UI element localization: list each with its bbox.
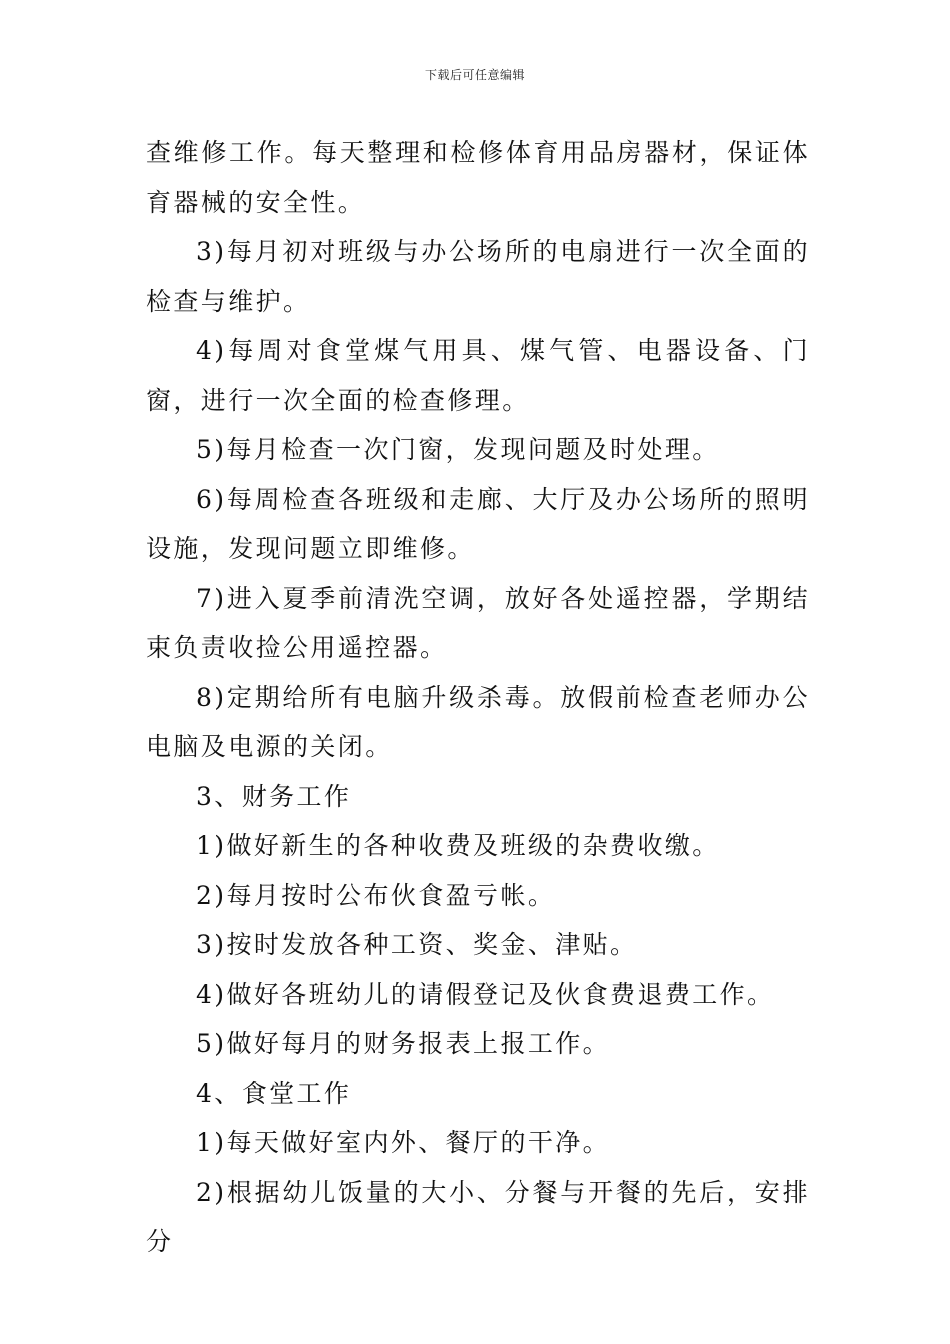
section-heading: 4、食堂工作 xyxy=(196,1078,352,1108)
paragraph: 2)每月按时公布伙食盈亏帐。 xyxy=(196,880,556,910)
section-heading: 3、财务工作 xyxy=(196,781,352,811)
paragraph: 1)做好新生的各种收费及班级的杂费收缴。 xyxy=(196,831,720,860)
paragraph: 查维修工作。每天整理和检修体育用品房器材，保证体育器械的安全性。 xyxy=(146,138,810,217)
paragraph: 5)做好每月的财务报表上报工作。 xyxy=(196,1029,611,1058)
paragraph: 5)每月检查一次门窗，发现问题及时处理。 xyxy=(196,435,720,464)
paragraph: 4)做好各班幼儿的请假登记及伙食费退费工作。 xyxy=(196,979,775,1009)
paragraph: 1)每天做好室内外、餐厅的干净。 xyxy=(196,1128,611,1157)
document-body xyxy=(146,128,810,1267)
paragraph: 3)每月初对班级与办公场所的电扇进行一次全面的检查与维护。 xyxy=(146,237,810,316)
paragraph: 8)定期给所有电脑升级杀毒。放假前检查老师办公电脑及电源的关闭。 xyxy=(146,682,810,761)
paragraph: 7)进入夏季前清洗空调，放好各处遥控器，学期结束负责收捡公用遥控器。 xyxy=(146,583,810,662)
paragraph: 3)按时发放各种工资、奖金、津贴。 xyxy=(196,930,638,959)
paragraph: 6)每周检查各班级和走廊、大厅及办公场所的照明设施，发现问题立即维修。 xyxy=(146,484,810,563)
paragraph: 4)每周对食堂煤气用具、煤气管、电器设备、门窗，进行一次全面的检查修理。 xyxy=(146,336,810,415)
page-header: 下载后可任意编辑 xyxy=(424,68,525,82)
paragraph: 2)根据幼儿饭量的大小、分餐与开餐的先后，安排分 xyxy=(146,1177,810,1256)
